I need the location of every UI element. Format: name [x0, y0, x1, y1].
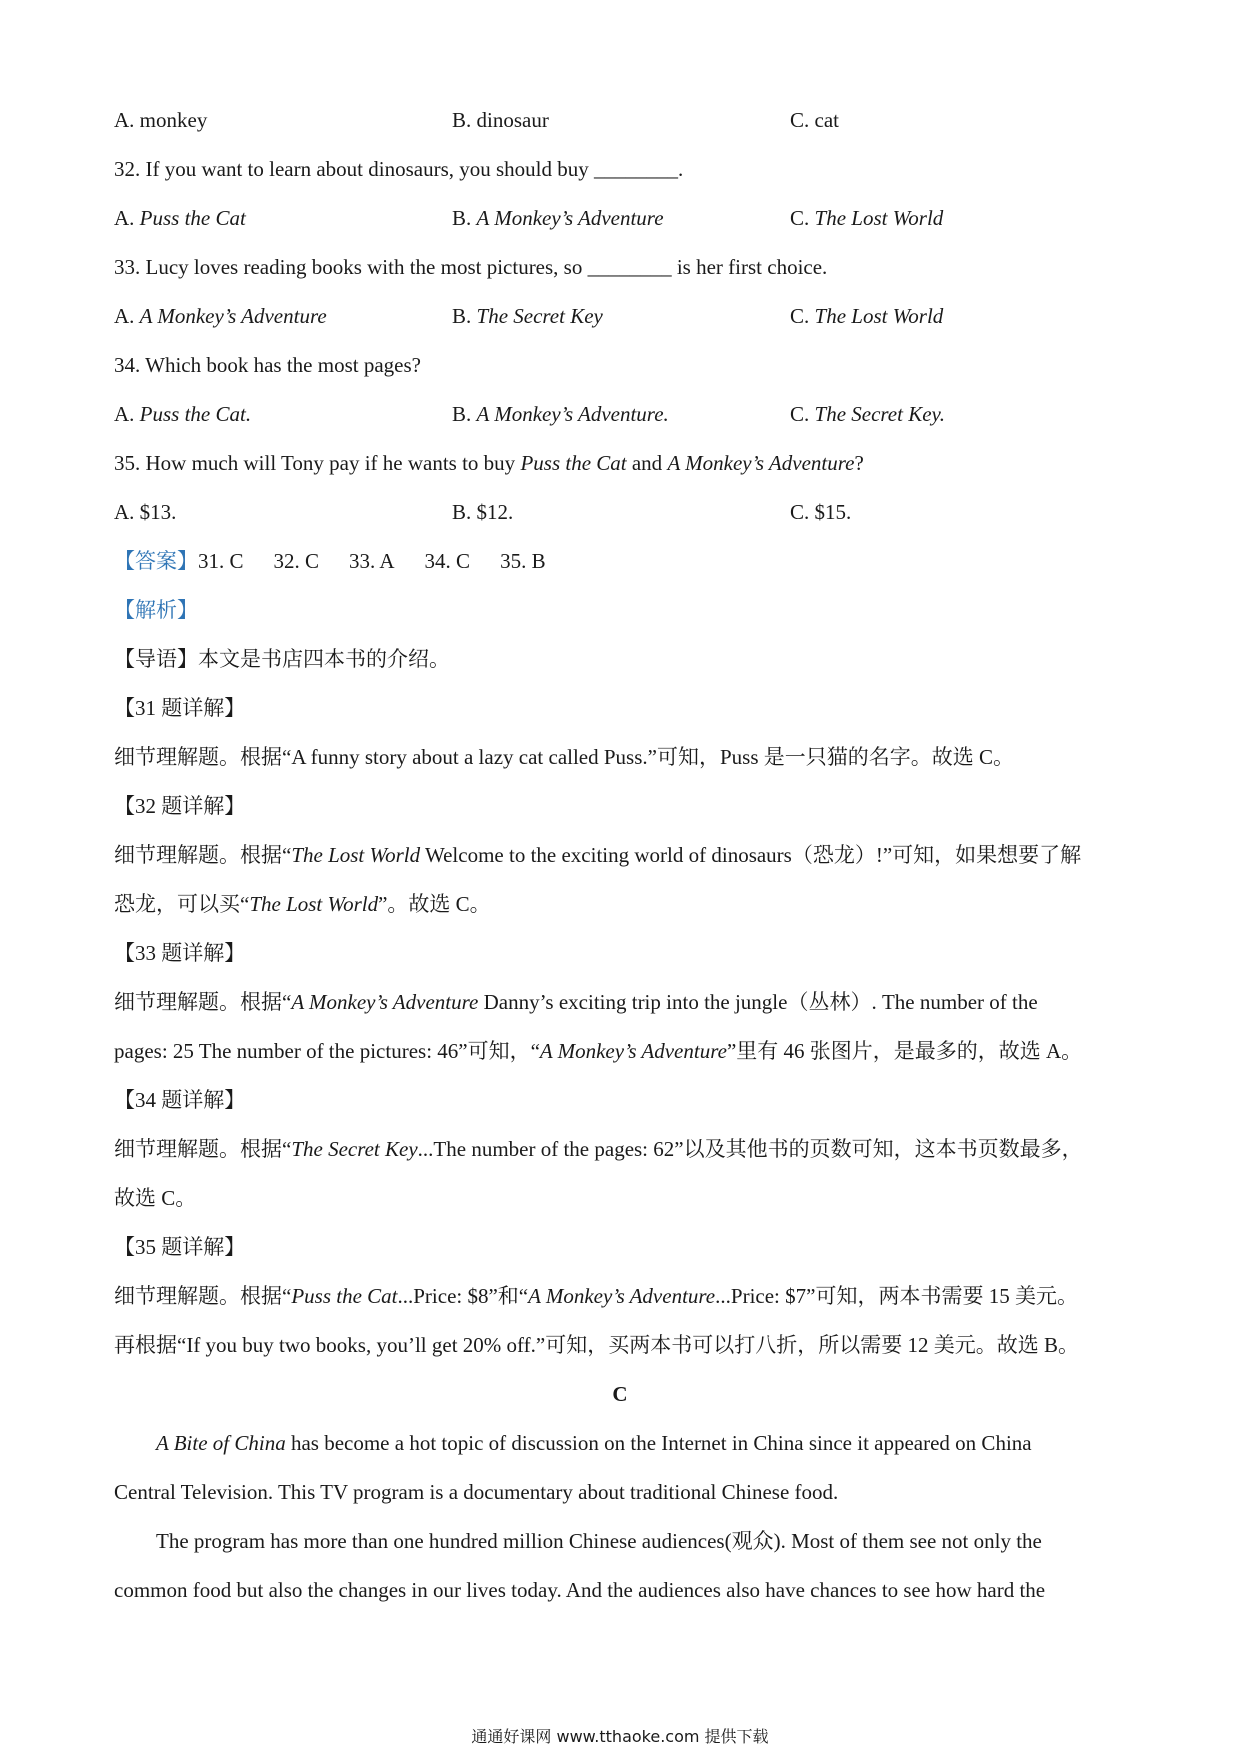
answer-label: 【答案】: [114, 549, 198, 573]
q33-option-c: C. The Lost World: [790, 304, 944, 328]
q35-option-a: A. $13.: [114, 500, 177, 524]
d35-line-2: 再根据“If you buy two books, you’ll get 20% off.”可知，买两本书可以打八折，所以需要 12 美元。故选 B。: [114, 1333, 1079, 1357]
section-heading: C: [612, 1382, 628, 1406]
q33-option-b: B. The Secret Key: [452, 304, 603, 328]
passage-p1-line-2: Central Television. This TV program is a documentary about traditional Chinese food.: [114, 1480, 839, 1504]
q35-option-c: C. $15.: [790, 500, 852, 524]
d31-text: 细节理解题。根据“A funny story about a lazy cat called Puss.”可知，Puss 是一只猫的名字。故选 C。: [114, 745, 1015, 769]
analysis-label: 【解析】: [114, 598, 198, 622]
q34-option-b: B. A Monkey’s Adventure.: [452, 402, 669, 426]
q35-stem: 35. How much will Tony pay if he wants to buy Puss the Cat and A Monkey’s Adventure?: [114, 451, 864, 475]
q31-option-a: A. monkey: [114, 108, 208, 132]
page-footer: 通通好课网 www.tthaoke.com 提供下载: [471, 1727, 769, 1746]
d31-heading: 【31 题详解】: [114, 696, 246, 720]
intro-text: 【导语】本文是书店四本书的介绍。: [114, 647, 450, 671]
answer-line: [114, 547, 546, 575]
d35-heading: 【35 题详解】: [114, 1235, 246, 1259]
passage-p2-line-2: common food but also the changes in our lives today. And the audiences also have chances to see how hard the: [114, 1578, 1046, 1602]
d32-heading: 【32 题详解】: [114, 794, 246, 818]
q33-stem: 33. Lucy loves reading books with the most pictures, so ________ is her first choice.: [114, 255, 828, 279]
q32-option-a: A. Puss the Cat: [114, 206, 246, 230]
q32-option-b: B. A Monkey’s Adventure: [452, 206, 664, 230]
d35-line-1: 细节理解题。根据“Puss the Cat...Price: $8”和“A Monkey’s Adventure...Price: $7”可知，两本书需要 15 美元。: [114, 1284, 1078, 1308]
q31-option-c: C. cat: [790, 108, 839, 132]
q35-option-b: B. $12.: [452, 500, 514, 524]
d33-line-1: 细节理解题。根据“A Monkey’s Adventure Danny’s exciting trip into the jungle（丛林）. The number of the: [114, 990, 1038, 1014]
answer-item: 31. C: [198, 549, 244, 573]
answer-item: 35. B: [500, 549, 546, 573]
d34-line-2: 故选 C。: [114, 1186, 197, 1210]
q33-option-a: A. A Monkey’s Adventure: [114, 304, 327, 328]
q34-option-c: C. The Secret Key.: [790, 402, 945, 426]
answer-item: 32. C: [273, 549, 320, 573]
passage-p1-line-1: A Bite of China has become a hot topic of discussion on the Internet in China since it appeared on China: [156, 1431, 1032, 1455]
q32-option-c: C. The Lost World: [790, 206, 944, 230]
q32-stem: 32. If you want to learn about dinosaurs, you should buy ________.: [114, 157, 684, 181]
answer-item: 34. C: [424, 549, 471, 573]
d33-heading: 【33 题详解】: [114, 941, 246, 965]
q31-option-b: B. dinosaur: [452, 108, 549, 132]
d34-heading: 【34 题详解】: [114, 1088, 246, 1112]
q34-stem: 34. Which book has the most pages?: [114, 353, 421, 377]
q34-option-a: A. Puss the Cat.: [114, 402, 252, 426]
d34-line-1: 细节理解题。根据“The Secret Key...The number of the pages: 62”以及其他书的页数可知，这本书页数最多，: [114, 1137, 1083, 1161]
d33-line-2: pages: 25 The number of the pictures: 46”可知，“A Monkey’s Adventure”里有 46 张图片，是最多的，故选 A。: [114, 1039, 1083, 1063]
d32-line-2: 恐龙，可以买“The Lost World”。故选 C。: [114, 892, 491, 916]
d32-line-1: 细节理解题。根据“The Lost World Welcome to the exciting world of dinosaurs（恐龙）!”可知，如果想要了解: [114, 843, 1082, 867]
passage-p2-line-1: The program has more than one hundred million Chinese audiences(观众). Most of them see not only the: [156, 1529, 1042, 1553]
answer-item: 33. A: [349, 549, 395, 573]
